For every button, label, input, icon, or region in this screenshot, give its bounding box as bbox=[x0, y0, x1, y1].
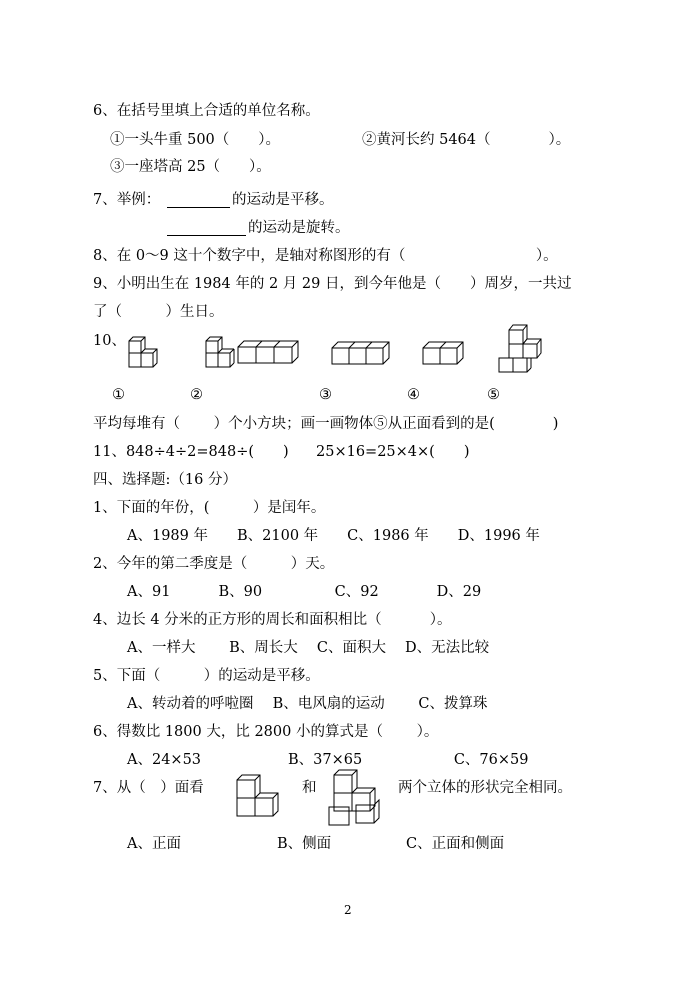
choice-7-tail: 两个立体的形状完全相同。 bbox=[398, 780, 572, 796]
q10-label-3: ③ bbox=[319, 387, 332, 403]
choice-7-question: 7、从（ ）面看 bbox=[93, 780, 204, 796]
cube-figure-4 bbox=[421, 340, 467, 370]
q11-part-b: 25×16=25×4×( ) bbox=[316, 444, 470, 460]
choice-1-options: A、1989 年 B、2100 年 C、1986 年 D、1996 年 bbox=[127, 528, 540, 544]
q9-line1: 9、小明出生在 1984 年的 2 月 29 日，到今年他是（ ）周岁，一共过 bbox=[93, 276, 572, 292]
choice-1-question: 1、下面的年份，( ）是闰年。 bbox=[93, 500, 326, 516]
q10-number: 10、 bbox=[93, 333, 126, 349]
choice-6-question: 6、得数比 1800 大，比 2800 小的算式是（ ）。 bbox=[93, 724, 439, 740]
q7-answer-blank-2[interactable] bbox=[167, 235, 246, 236]
q7-prefix: 7、举例： bbox=[93, 192, 161, 208]
q10-label-2: ② bbox=[190, 387, 203, 403]
q6-item-c: ③一座塔高 25（ ）。 bbox=[110, 159, 271, 175]
cube-figure-5 bbox=[497, 322, 547, 377]
choice-5-question: 5、下面（ ）的运动是平移。 bbox=[93, 668, 320, 684]
choice-2-options: A、91 B、90 C、92 D、29 bbox=[127, 584, 482, 600]
q6-item-a: ①一头牛重 500（ ）。 bbox=[110, 132, 281, 148]
choice-2-question: 2、今年的第二季度是（ ）天。 bbox=[93, 556, 335, 572]
q6-item-b: ②黄河长约 5464（ ）。 bbox=[362, 132, 571, 148]
q6-title: 6、在括号里填上合适的单位名称。 bbox=[93, 103, 320, 119]
choice-7-option-c: C、正面和侧面 bbox=[406, 836, 505, 852]
choice-7-and: 和 bbox=[302, 780, 317, 796]
choice-6-options: A、24×53 B、37×65 C、76×59 bbox=[127, 752, 529, 768]
choice-7-option-a: A、正面 bbox=[127, 836, 181, 852]
choice-5-options: A、转动着的呼啦圈 B、电风扇的运动 C、拨算珠 bbox=[127, 696, 488, 712]
cube-figure-1 bbox=[125, 333, 169, 378]
choice-4-options: A、一样大 B、周长大 C、面积大 D、无法比较 bbox=[127, 640, 490, 656]
q7-answer-blank-1[interactable] bbox=[167, 207, 230, 208]
q9-line2: 了（ ）生日。 bbox=[93, 304, 224, 320]
q8-text: 8、在 0～9 这十个数字中，是轴对称图形的有（ ）。 bbox=[93, 248, 558, 264]
choice-7-figure-1 bbox=[234, 768, 290, 824]
choice-7-figure-2 bbox=[326, 767, 386, 829]
choice-7-option-b: B、侧面 bbox=[277, 836, 332, 852]
section-heading: 四、选择题:（16 分） bbox=[93, 472, 237, 488]
choice-4-question: 4、边长 4 分米的正方形的周长和面积相比（ ）。 bbox=[93, 612, 452, 628]
q10-label-1: ① bbox=[112, 387, 125, 403]
q7-line1-suffix: 的运动是平移。 bbox=[232, 192, 334, 208]
q7-line2-suffix: 的运动是旋转。 bbox=[248, 220, 350, 236]
cube-figure-3 bbox=[330, 340, 390, 370]
q10-text: 平均每堆有（ ）个小方块；画一画物体⑤从正面看到的是( ) bbox=[93, 416, 559, 432]
q11-part-a: 11、848÷4÷2=848÷( ) bbox=[93, 444, 289, 460]
q10-label-4: ④ bbox=[407, 387, 420, 403]
page-number: 2 bbox=[344, 903, 352, 917]
q10-label-5: ⑤ bbox=[487, 387, 500, 403]
cube-figure-2 bbox=[204, 333, 300, 378]
